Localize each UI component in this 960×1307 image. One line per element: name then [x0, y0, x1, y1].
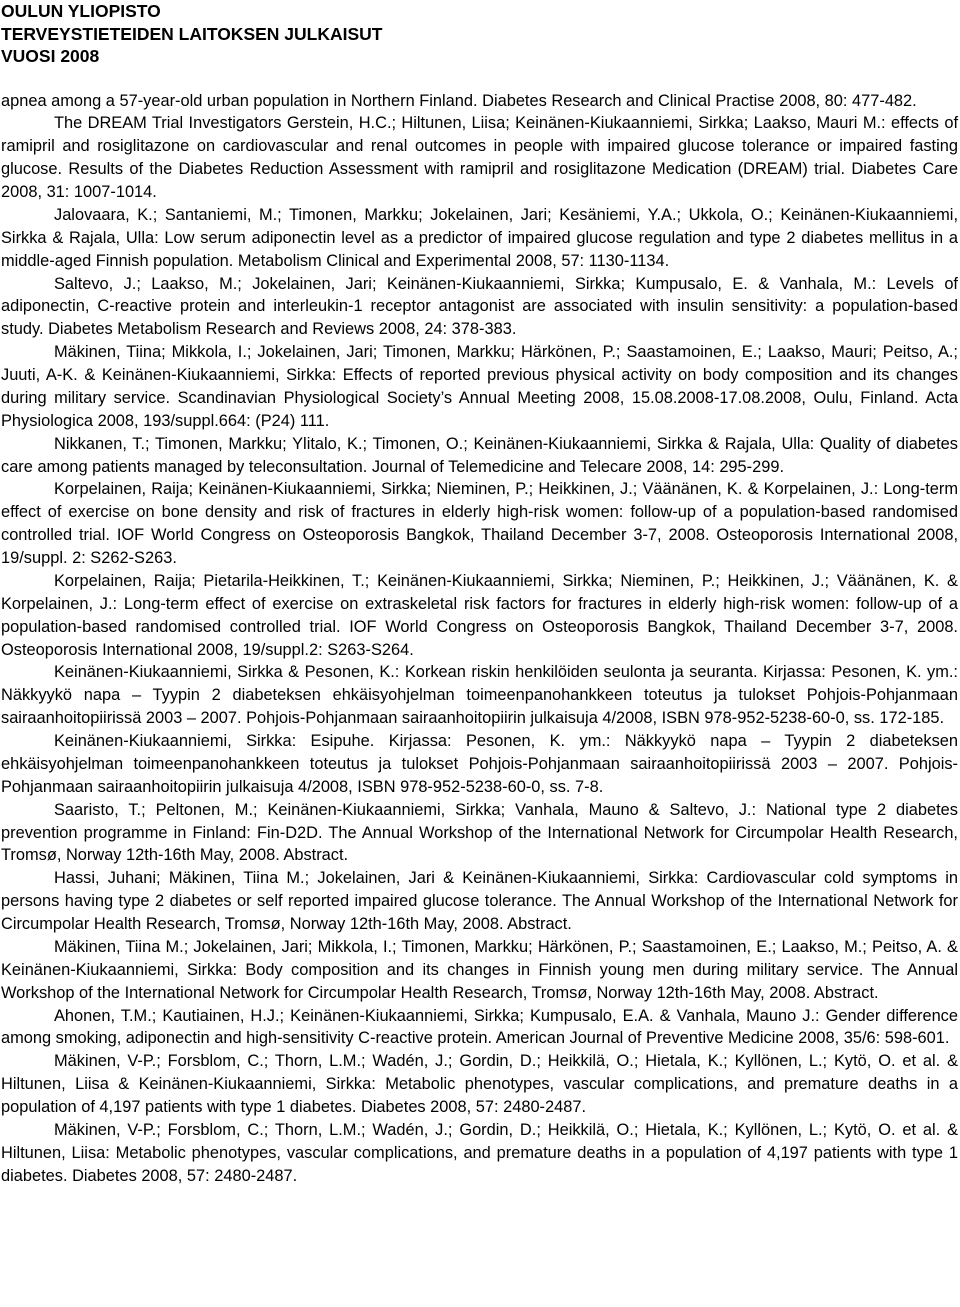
reference-entry: The DREAM Trial Investigators Gerstein, H.C.; Hiltunen, Liisa; Keinänen-Kiukaanniemi, Sirkka; Laakso, Mauri M.: effects of ramipril and rosiglitazone on cardiovascular and renal outcomes in people with impaired glucose tolerance or impaired fasting glucose. Results of the Diabetes Reduction Assessment with ramipril and rosiglitazone Medication (DREAM) trial. Diabetes Care 2008, 31: 1007-1014. [1, 114, 958, 201]
reference-entry: Mäkinen, V-P.; Forsblom, C.; Thorn, L.M.; Wadén, J.; Gordin, D.; Heikkilä, O.; Hietala, K.; Kyllönen, L.; Kytö, O. et al. & Hiltunen, Liisa & Keinänen-Kiukaanniemi, Sirkka: Metabolic phenotypes, vascular complications, and premature deaths in a population of 4,197 patients with type 1 diabetes. Diabetes 2008, 57: 2480-2487. [1, 1052, 958, 1116]
reference-entry: Mäkinen, V-P.; Forsblom, C.; Thorn, L.M.; Wadén, J.; Gordin, D.; Heikkilä, O.; Hietala, K.; Kyllönen, L.; Kytö, O. et al. & Hiltunen, Liisa: Metabolic phenotypes, vascular complications, and premature deaths in a population of 4,197 patients with type 1 diabetes. Diabetes 2008, 57: 2480-2487. [1, 1120, 958, 1185]
reference-entry: Mäkinen, Tiina M.; Jokelainen, Jari; Mikkola, I.; Timonen, Markku; Härkönen, P.; Saastamoinen, E.; Laakso, M.; Peitso, A. & Keinänen-Kiukaanniemi, Sirkka: Body composition and its changes in Finnish young men during military service. The Annual Workshop of the International Network for Circumpolar Health Research, Tromsø, Norway 12th-16th May, 2008. Abstract. [1, 937, 958, 1002]
reference-entry: Keinänen-Kiukaanniemi, Sirkka & Pesonen, K.: Korkean riskin henkilöiden seulonta ja seuranta. Kirjassa: Pesonen, K. ym.: Näkkyykö napa – Tyypin 2 diabeteksen ehkäisyohjelman toimeenpanohankkeen toteutus ja tulokset Pohjois-Pohjanmaan sairaanhoitopiirissä 2003 – 2007. Pohjois-Pohjanmaan sairaanhoitopiirin julkaisuja 4/2008, ISBN 978-952-5238-60-0, ss. 172-185. [1, 663, 958, 728]
reference-entry: apnea among a 57-year-old urban population in Northern Finland. Diabetes Research and Clinical Practise 2008, 80: 477-482. [1, 91, 917, 110]
reference-entry: Korpelainen, Raija; Keinänen-Kiukaanniemi, Sirkka; Nieminen, P.; Heikkinen, J.; Väänänen, K. & Korpelainen, J.: Long-term effect of exercise on bone density and risk of fractures in elderly high-risk women: follow-up of a population-based randomised controlled trial. IOF World Congress on Osteoporosis Bangkok, Thailand December 3-7, 2008. Osteoporosis International 2008, 19/suppl. 2: S262-S263. [1, 480, 958, 567]
reference-entry: Mäkinen, Tiina; Mikkola, I.; Jokelainen, Jari; Timonen, Markku; Härkönen, P.; Saastamoinen, E.; Laakso, Mauri; Peitso, A.; Juuti, A-K. & Keinänen-Kiukaanniemi, Sirkka: Effects of reported previous physical activity on body composition and its changes during military service. Scandinavian Physiological Society’s Annual Meeting 2008, 15.08.2008-17.08.2008, Oulu, Finland. Acta Physiologica 2008, 193/suppl.664: (P24) 111. [1, 343, 958, 430]
reference-list [1, 90, 958, 1188]
reference-entry: Hassi, Juhani; Mäkinen, Tiina M.; Jokelainen, Jari & Keinänen-Kiukaanniemi, Sirkka: Cardiovascular cold symptoms in persons having type 2 diabetes or self reported impaired glucose tolerance. The Annual Workshop of the International Network for Circumpolar Health Research, Tromsø, Norway 12th-16th May, 2008. Abstract. [1, 869, 958, 933]
page-header [1, 0, 383, 68]
reference-entry: Saltevo, J.; Laakso, M.; Jokelainen, Jari; Keinänen-Kiukaanniemi, Sirkka; Kumpusalo, E. & Vanhala, M.: Levels of adiponectin, C-reactive protein and interleukin-1 receptor antagonist are associated with insulin sensitivity: a population-based study. Diabetes Metabolism Research and Reviews 2008, 24: 378-383. [1, 274, 958, 339]
publication-year: VUOSI 2008 [1, 46, 100, 66]
reference-entry: Ahonen, T.M.; Kautiainen, H.J.; Keinänen-Kiukaanniemi, Sirkka; Kumpusalo, E.A. & Vanhala, Mauno J.: Gender difference among smoking, adiponectin and high-sensitivity C-reactive protein. American Journal of Preventive Medicine 2008, 35/6: 598-601. [1, 1006, 958, 1048]
reference-entry: Korpelainen, Raija; Pietarila-Heikkinen, T.; Keinänen-Kiukaanniemi, Sirkka; Nieminen, P.; Heikkinen, J.; Väänänen, K. & Korpelainen, J.: Long-term effect of exercise on extraskeletal risk factors for fractures in elderly high-risk women: follow-up of a population-based randomised controlled trial. IOF World Congress on Osteoporosis Bangkok, Thailand December 3-7, 2008. Osteoporosis International 2008, 19/suppl.2: S263-S264. [1, 571, 958, 659]
reference-entry: Nikkanen, T.; Timonen, Markku; Ylitalo, K.; Timonen, O.; Keinänen-Kiukaanniemi, Sirkka & Rajala, Ulla: Quality of diabetes care among patients managed by teleconsultation. Journal of Telemedicine and Telecare 2008, 14: 295-299. [1, 434, 958, 476]
reference-entry: Jalovaara, K.; Santaniemi, M.; Timonen, Markku; Jokelainen, Jari; Kesäniemi, Y.A.; Ukkola, O.; Keinänen-Kiukaanniemi, Sirkka & Rajala, Ulla: Low serum adiponectin level as a predictor of impaired glucose regulation and type 2 diabetes mellitus in a middle-aged Finnish population. Metabolism Clinical and Experimental 2008, 57: 1130-1134. [1, 205, 958, 270]
university-name: OULUN YLIOPISTO [1, 1, 161, 21]
publication-series-title: TERVEYSTIETEIDEN LAITOKSEN JULKAISUT [1, 23, 383, 44]
reference-entry: Keinänen-Kiukaanniemi, Sirkka: Esipuhe. Kirjassa: Pesonen, K. ym.: Näkkyykö napa – Tyypin 2 diabeteksen ehkäisyohjelman toimeenpanohankkeen toteutus ja tulokset Pohjois-Pohjanmaan sairaanhoitopiirissä 2003 – 2007. Pohjois-Pohjanmaan sairaanhoitopiirin julkaisuja 4/2008, ISBN 978-952-5238-60-0, ss. 7-8. [1, 732, 958, 796]
reference-entry: Saaristo, T.; Peltonen, M.; Keinänen-Kiukaanniemi, Sirkka; Vanhala, Mauno & Saltevo, J.: National type 2 diabetes prevention programme in Finland: Fin-D2D. The Annual Workshop of the International Network for Circumpolar Health Research, Tromsø, Norway 12th-16th May, 2008. Abstract. [1, 800, 958, 865]
